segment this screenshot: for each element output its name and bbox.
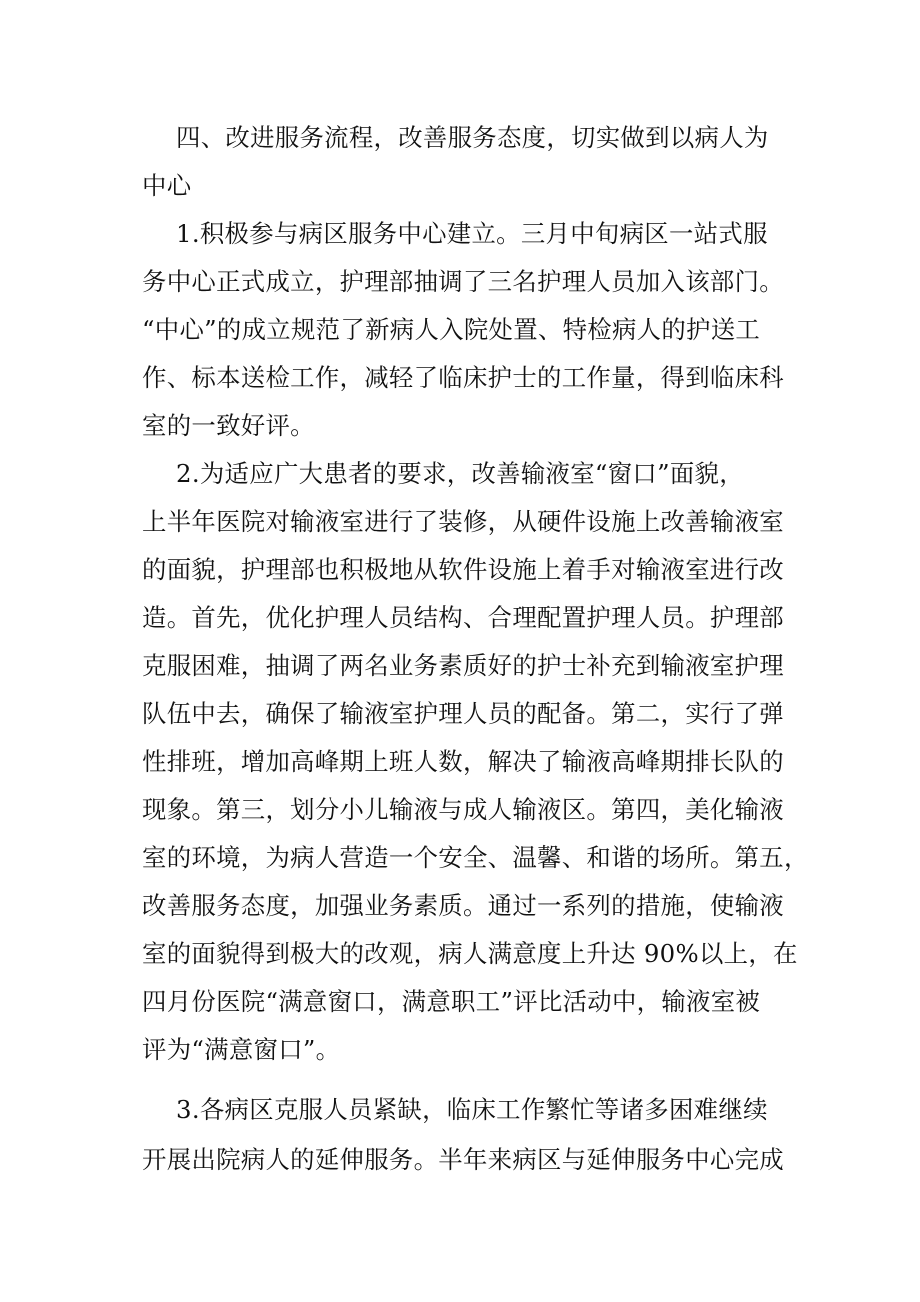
paragraph-2-line: 室的环境，为病人营造一个安全、温馨、和谐的场所。第五， bbox=[142, 843, 809, 872]
paragraph-2-line: 上半年医院对输液室进行了装修，从硬件设施上改善输液室 bbox=[142, 507, 784, 536]
paragraph-2-line: 改善服务态度，加强业务素质。通过一系列的措施，使输液 bbox=[142, 891, 784, 920]
paragraph-2-line: 的面貌，护理部也积极地从软件设施上着手对输液室进行改 bbox=[142, 555, 784, 584]
paragraph-2-line: 2.为适应广大患者的要求，改善输液室“窗口”面貌， bbox=[176, 459, 744, 488]
paragraph-1-line: 1.积极参与病区服务中心建立。三月中旬病区一站式服 bbox=[176, 219, 768, 248]
paragraph-2-line: 四月份医院“满意窗口，满意职工”评比活动中，输液室被 bbox=[142, 987, 761, 1016]
paragraph-2-line: 性排班，增加高峰期上班人数，解决了输液高峰期排长队的 bbox=[142, 747, 784, 776]
paragraph-1-line: “中心”的成立规范了新病人入院处置、特检病人的护送工 bbox=[142, 315, 761, 344]
paragraph-2-line: 现象。第三，划分小儿输液与成人输液区。第四，美化输液 bbox=[142, 795, 784, 824]
section-heading: 四、改进服务流程，改善服务态度，切实做到以病人为 bbox=[176, 123, 769, 152]
paragraph-2-line: 队伍中去，确保了输液室护理人员的配备。第二，实行了弹 bbox=[142, 699, 784, 728]
paragraph-3-line: 3.各病区克服人员紧缺，临床工作繁忙等诸多困难继续 bbox=[176, 1095, 768, 1124]
paragraph-2-line: 室的面貌得到极大的改观，病人满意度上升达 90%以上，在 bbox=[142, 939, 798, 968]
paragraph-1-line: 务中心正式成立，护理部抽调了三名护理人员加入该部门。 bbox=[142, 267, 784, 296]
paragraph-1-line: 室的一致好评。 bbox=[142, 411, 315, 440]
paragraph-2-line: 克服困难，抽调了两名业务素质好的护士补充到输液室护理 bbox=[142, 651, 784, 680]
section-heading-continued: 中心 bbox=[142, 171, 192, 200]
paragraph-2-line: 评为“满意窗口”。 bbox=[142, 1035, 341, 1064]
paragraph-1-line: 作、标本送检工作，减轻了临床护士的工作量，得到临床科 bbox=[142, 363, 784, 392]
paragraph-2-line: 造。首先，优化护理人员结构、合理配置护理人员。护理部 bbox=[142, 603, 784, 632]
paragraph-3-line: 开展出院病人的延伸服务。半年来病区与延伸服务中心完成 bbox=[142, 1145, 784, 1174]
